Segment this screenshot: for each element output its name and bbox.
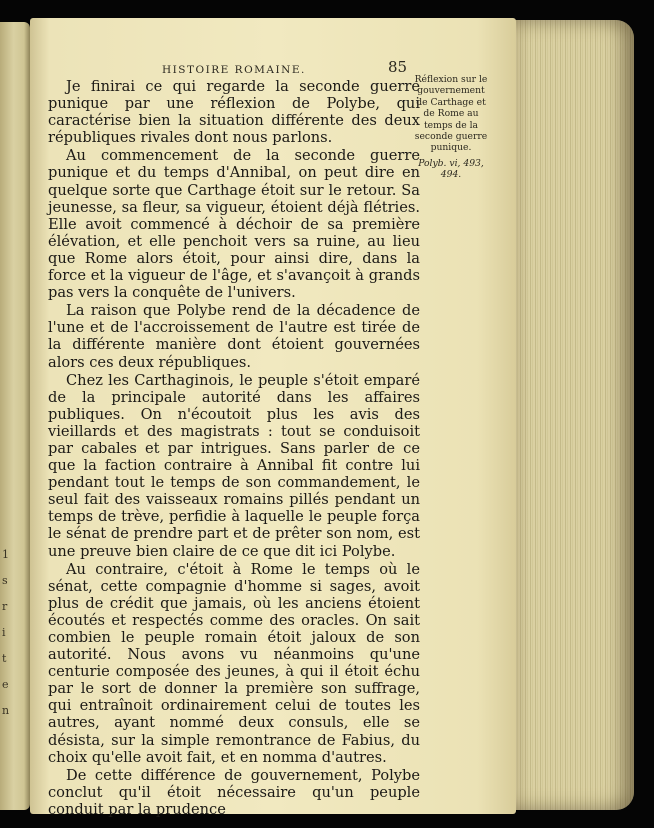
paragraph: De cette différence de gouvernement, Polybe conclut qu'il étoit nécessaire qu'un peuple conduit par la prudence <box>48 766 420 818</box>
paragraph: Chez les Carthaginois, le peuple s'étoit emparé de la principale autorité dans les affaires publiques. On n'écoutoit plus les avis des vieillards et des magistrats : tout se conduisoit par cabales et par intrigues. Sans parler de ce que la faction contraire à Annibal fit contre lui pendant tout le temps de son commandement, le seul fait des vaisseaux romains pillés pendant un temps de trève, perfidie à laquelle le peuple força le sénat de prendre part et de prêter son nom, est une preuve bien claire de ce que dit ici Polybe. <box>48 371 420 560</box>
page-number: 85 <box>388 58 408 76</box>
running-head: HISTOIRE ROMAINE. <box>162 64 306 76</box>
marginal-note <box>413 74 489 181</box>
paragraph: Au commencement de la seconde guerre punique et du temps d'Annibal, on peut dire en quelque sorte que Carthage étoit sur le retour. Sa jeunesse, sa fleur, sa vigueur, étoient déjà flétries. Elle avoit commencé à déchoir de sa première élévation, et elle penchoit vers sa ruine, au lieu que Rome alors étoit, pour ainsi dire, dans la force et la vigueur de l'âge, et s'avançoit à grands pas vers la conquête de l'univers. <box>48 147 420 302</box>
margin-fragment: t <box>2 652 7 665</box>
previous-page-letter-fragments <box>2 542 20 724</box>
marginal-note-reference: Polyb. vi, 493, 494. <box>418 157 484 181</box>
paragraph: La raison que Polybe rend de la décadence de l'une et de l'accroissement de l'autre est tirée de la différente manière dont étoient gouvernées alors ces deux républiques. <box>48 302 420 371</box>
margin-fragment: n <box>2 704 10 717</box>
previous-page-edge <box>0 22 30 810</box>
margin-fragment: r <box>2 600 8 613</box>
book-page <box>30 18 516 818</box>
margin-fragment: 1 <box>2 548 9 561</box>
page-body-text <box>48 78 420 818</box>
margin-fragment: s <box>2 574 8 587</box>
paragraph: Au contraire, c'étoit à Rome le temps où le sénat, cette compagnie d'homme si sages, avoit plus de crédit que jamais, où les anciens étoient écoutés et respectés comme des oracles. On sait combien le peuple romain étoit jaloux de son autorité. Nous avons vu néanmoins qu'une centurie composée des jeunes, à qui il étoit échu par le sort de donner la première son suffrage, qui entraînoit ordinairement celui de toutes les autres, ayant nommé deux consuls, elle se désista, sur la simple remontrance de Fabius, du choix qu'elle avoit fait, et en nomma d'autres. <box>48 560 420 766</box>
margin-fragment: e <box>2 678 9 691</box>
margin-fragment: i <box>2 626 6 639</box>
paragraph: Je finirai ce qui regarde la seconde guerre punique par une réflexion de Polybe, qui caractérise bien la situation différente des deux républiques rivales dont nous parlons. <box>48 78 420 147</box>
marginal-note-heading: Réflexion sur le gouvernement de Carthage et de Rome au temps de la seconde guerre punique. <box>414 74 488 154</box>
